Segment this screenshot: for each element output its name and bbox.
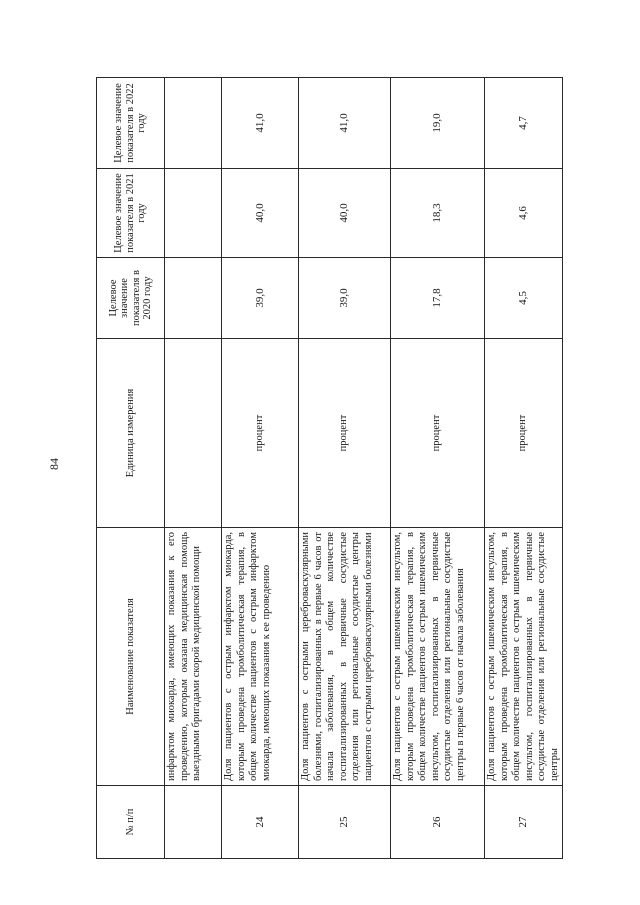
row-name: Доля пациентов с острым инфарктом миокарда, которым проведена тромболитическая терапия, в общем количестве пациентов с острым инфарктом миокарда, имеющих показания к ее проведению [222, 528, 299, 786]
row-value-2020: 4,5 [485, 258, 563, 339]
row-name: инфарктом миокарда, имеющих показания к его проведению, которым оказана медицинская помощь выездными бригадами скорой медицинской помощи [165, 528, 222, 786]
row-value-2022: 41,0 [222, 78, 299, 169]
table-row [299, 78, 391, 859]
header-target-2021: Целевое значение показателя в 2021 году [97, 169, 165, 258]
row-name: Доля пациентов с острым ишемическим инсультом, которым проведена тромболитическая терапия, в общем количестве пациентов с острым ишемическим инсультом, госпитализированных в первичные сосудистые отделения или региональные сосудистые центры в первые 6 часов от начала заболевания [391, 528, 485, 786]
header-target-2020: Целевое значение показателя в 2020 году [97, 258, 165, 339]
row-name: Доля пациентов с острыми цереброваскулярными болезнями, госпитализированных в первые 6 часов от начала заболевания, в общем количестве госпитализированных в первичные сосудистые отделения или региональные сосудистые центры пациентов с острыми цереброваскулярными болезнями [299, 528, 391, 786]
indicators-table [96, 77, 563, 859]
row-number [165, 786, 222, 859]
row-unit: процент [485, 339, 563, 528]
row-value-2022: 4,7 [485, 78, 563, 169]
row-number: 25 [299, 786, 391, 859]
row-value-2022 [165, 78, 222, 169]
header-name: Наименование показателя [97, 528, 165, 786]
row-name: Доля пациентов с острым ишемическим инсультом, которым проведена тромболитическая терапия, в общем количестве пациентов с острым ишемическим инсультом, госпитализированных в первичные сосудистые отделения или региональные сосудистые центры [485, 528, 563, 786]
row-unit: процент [222, 339, 299, 528]
row-value-2022: 19,0 [391, 78, 485, 169]
table-row [165, 78, 222, 859]
row-number: 27 [485, 786, 563, 859]
row-value-2021: 40,0 [222, 169, 299, 258]
table-row [222, 78, 299, 859]
row-number: 24 [222, 786, 299, 859]
row-value-2021 [165, 169, 222, 258]
rotated-table-container [96, 78, 561, 859]
row-value-2021: 4,6 [485, 169, 563, 258]
row-value-2021: 40,0 [299, 169, 391, 258]
header-unit: Единица измерения [97, 339, 165, 528]
row-number: 26 [391, 786, 485, 859]
header-number: № п/п [97, 786, 165, 859]
row-unit: процент [299, 339, 391, 528]
row-value-2020: 39,0 [222, 258, 299, 339]
row-unit [165, 339, 222, 528]
page-number: 84 [47, 458, 61, 470]
row-value-2020: 17,8 [391, 258, 485, 339]
row-value-2022: 41,0 [299, 78, 391, 169]
row-value-2021: 18,3 [391, 169, 485, 258]
row-unit: процент [391, 339, 485, 528]
table-row [391, 78, 485, 859]
header-target-2022: Целевое значение показателя в 2022 году [97, 78, 165, 169]
table-header-row [97, 78, 165, 859]
table-row [485, 78, 563, 859]
row-value-2020 [165, 258, 222, 339]
row-value-2020: 39,0 [299, 258, 391, 339]
